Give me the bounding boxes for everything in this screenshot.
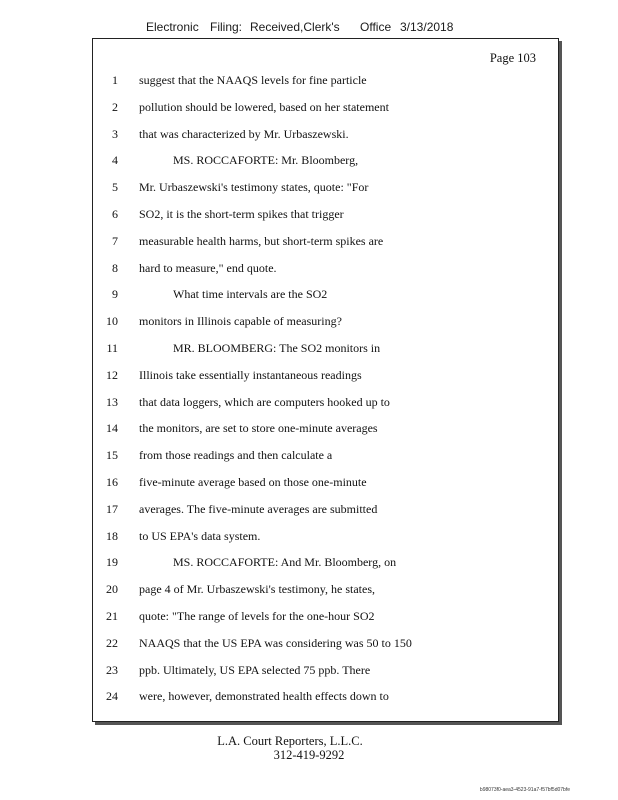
transcript-line: [93, 686, 558, 706]
transcript-line: [93, 606, 558, 626]
line-number: 20: [106, 582, 118, 597]
line-text: that data loggers, which are computers hooked up to: [139, 394, 390, 409]
line-text: to US EPA's data system.: [139, 528, 261, 543]
line-number: 8: [112, 260, 118, 275]
line-text: SO2, it is the short-term spikes that trigger: [139, 207, 344, 221]
transcript-line: [93, 526, 558, 546]
filing-stamp-electronic: Electronic: [146, 20, 199, 34]
filing-stamp-date: 3/13/2018: [400, 20, 454, 34]
transcript-line: [93, 660, 558, 680]
line-number: 11: [106, 341, 118, 355]
line-text: the monitors, are set to store one-minute averages: [139, 421, 378, 436]
transcript-page: [92, 38, 559, 722]
line-number: 12: [106, 367, 118, 382]
line-number: 5: [112, 180, 118, 195]
line-number: 1: [112, 73, 118, 87]
line-number: 21: [106, 609, 118, 623]
line-number: 17: [106, 501, 118, 516]
court-reporter-phone: 312-419-9292: [273, 748, 345, 762]
line-number: 2: [112, 99, 118, 114]
line-text: ppb. Ultimately, US EPA selected 75 ppb. There: [139, 662, 371, 677]
transcript-line: [93, 579, 558, 599]
line-text: five-minute average based on those one-minute: [139, 475, 367, 489]
transcript-line: [93, 231, 558, 251]
line-text: MS. ROCCAFORTE: Mr. Bloomberg,: [173, 153, 359, 168]
transcript-line: [93, 392, 558, 412]
transcript-line: [93, 70, 558, 90]
line-text: NAAQS that the US EPA was considering was 50 to 150: [139, 635, 412, 650]
line-number: 6: [112, 207, 118, 221]
line-number: 23: [106, 662, 118, 677]
line-text: monitors in Illinois capable of measuring?: [139, 314, 342, 329]
line-text: from those readings and then calculate a: [139, 448, 333, 463]
line-text: measurable health harms, but short-term spikes are: [139, 233, 384, 248]
line-text: page 4 of Mr. Urbaszewski's testimony, he states,: [139, 582, 376, 597]
line-text: that was characterized by Mr. Urbaszewski.: [139, 126, 349, 141]
line-text: Mr. Urbaszewski's testimony states, quote: "For: [139, 180, 369, 195]
line-number: 15: [106, 448, 118, 463]
line-number: 7: [112, 233, 118, 248]
transcript-line: [93, 258, 558, 278]
line-number: 18: [106, 528, 118, 543]
line-number: 14: [106, 421, 118, 436]
line-text: quote: "The range of levels for the one-hour SO2: [139, 609, 375, 623]
transcript-line: [93, 418, 558, 438]
line-number: 13: [106, 394, 118, 409]
document-hash: b98073f0-aea3-4523-91a7-f57bf5d07bfe: [479, 787, 570, 793]
transcript-line: [93, 150, 558, 170]
line-number: 24: [106, 689, 118, 704]
line-text: hard to measure," end quote.: [139, 260, 277, 275]
transcript-line: [93, 338, 558, 358]
transcript-line: [93, 204, 558, 224]
line-text: MS. ROCCAFORTE: And Mr. Bloomberg, on: [173, 555, 397, 570]
line-text: averages. The five-minute averages are submitted: [139, 501, 378, 516]
line-number: 19: [106, 555, 118, 570]
filing-stamp-header: [146, 20, 453, 34]
line-text: were, however, demonstrated health effects down to: [139, 689, 389, 704]
transcript-line: [93, 365, 558, 385]
transcript-line: [93, 499, 558, 519]
transcript-line: [93, 124, 558, 144]
line-text: Illinois take essentially instantaneous readings: [139, 367, 362, 382]
transcript-line: [93, 311, 558, 331]
transcript-line: [93, 97, 558, 117]
line-number: 16: [106, 475, 118, 489]
line-number: 10: [106, 314, 118, 329]
line-text: suggest that the NAAQS levels for fine particle: [139, 73, 367, 87]
filing-stamp-filing: Filing:: [210, 20, 243, 34]
line-text: MR. BLOOMBERG: The SO2 monitors in: [173, 341, 381, 355]
line-number: 22: [106, 635, 118, 650]
line-text: What time intervals are the SO2: [173, 287, 328, 302]
transcript-line: [93, 445, 558, 465]
transcript-line: [93, 633, 558, 653]
court-reporter-name: L.A. Court Reporters, L.L.C.: [217, 734, 363, 748]
page-number: Page 103: [489, 51, 536, 65]
line-number: 9: [112, 287, 118, 302]
line-text: pollution should be lowered, based on her statement: [139, 99, 389, 114]
transcript-line: [93, 552, 558, 572]
line-number: 4: [112, 153, 118, 168]
filing-stamp-office: Office: [360, 20, 392, 34]
transcript-line: [93, 472, 558, 492]
transcript-line: [93, 284, 558, 304]
line-number: 3: [112, 126, 118, 141]
filing-stamp-received: Received,Clerk's: [250, 20, 340, 34]
transcript-line: [93, 177, 558, 197]
